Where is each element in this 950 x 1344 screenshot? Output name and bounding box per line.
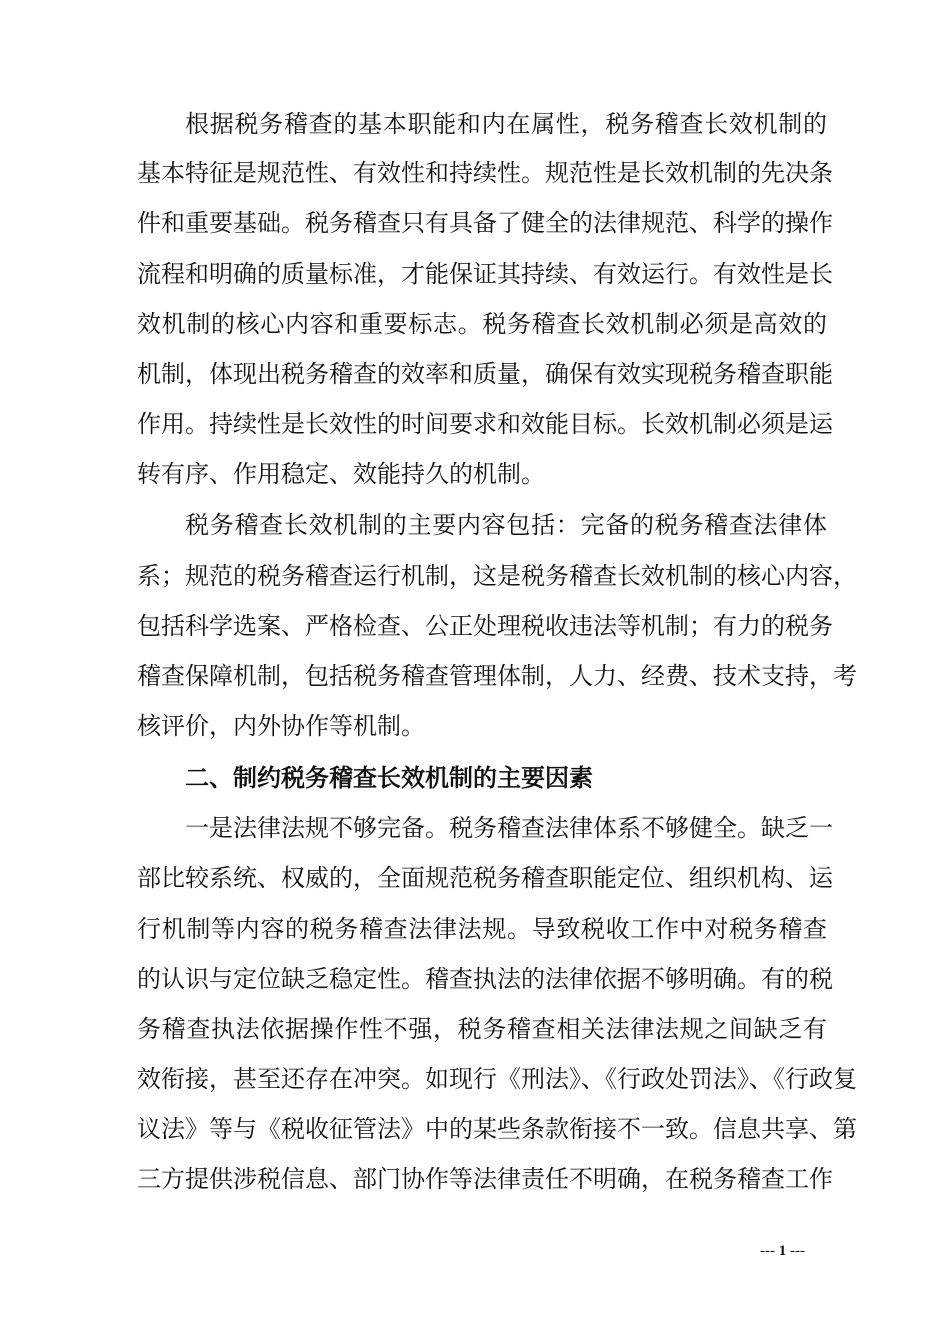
paragraph-line: 转有序、作用稳定、效能持久的机制。 bbox=[137, 460, 545, 488]
paragraph-line: 部比较系统、权威的，全面规范税务稽查职能定位、组织机构、运 bbox=[137, 864, 833, 892]
page-number-value: 1 bbox=[778, 1243, 787, 1259]
paragraph-line: 议法》等与《税收征管法》中的某些条款衔接不一致。信息共享、第 bbox=[137, 1115, 857, 1143]
page-number-prefix: --- bbox=[760, 1243, 779, 1259]
paragraph-line: 根据税务稽查的基本职能和内在属性，税务稽查长效机制的 bbox=[185, 110, 827, 138]
paragraph-line: 的认识与定位缺乏稳定性。稽查执法的法律依据不够明确。有的税 bbox=[137, 965, 833, 993]
paragraph-line: 稽查保障机制，包括税务稽查管理体制，人力、经费、技术支持，考 bbox=[137, 662, 857, 690]
section-heading: 二、制约税务稽查长效机制的主要因素 bbox=[185, 764, 593, 792]
page-number-suffix: --- bbox=[786, 1243, 805, 1259]
paragraph-line: 包括科学选案、严格检查、公正处理税收违法等机制；有力的税务 bbox=[137, 612, 833, 640]
paragraph-line: 流程和明确的质量标准，才能保证其持续、有效运行。有效性是长 bbox=[137, 260, 833, 288]
paragraph-line: 作用。持续性是长效性的时间要求和效能目标。长效机制必须是运 bbox=[137, 410, 833, 438]
paragraph-line: 核评价，内外协作等机制。 bbox=[137, 712, 425, 740]
paragraph-line: 系；规范的税务稽查运行机制，这是税务稽查长效机制的核心内容， bbox=[137, 562, 857, 590]
paragraph-line: 行机制等内容的税务稽查法律法规。导致税收工作中对税务稽查 bbox=[137, 915, 827, 943]
paragraph-line: 效衔接，甚至还存在冲突。如现行《刑法》、《行政处罚法》、《行政复 bbox=[137, 1065, 857, 1093]
paragraph-line: 税务稽查长效机制的主要内容包括：完备的税务稽查法律体 bbox=[185, 511, 827, 539]
paragraph-line: 件和重要基础。税务稽查只有具备了健全的法律规范、科学的操作 bbox=[137, 209, 833, 237]
page-number bbox=[760, 1242, 805, 1260]
paragraph-line: 一是法律法规不够完备。税务稽查法律体系不够健全。缺乏一 bbox=[185, 814, 833, 842]
paragraph-line: 效机制的核心内容和重要标志。税务稽查长效机制必须是高效的 bbox=[137, 310, 827, 338]
paragraph-line: 基本特征是规范性、有效性和持续性。规范性是长效机制的先决条 bbox=[137, 159, 833, 187]
paragraph-line: 三方提供涉税信息、部门协作等法律责任不明确，在税务稽查工作 bbox=[137, 1165, 833, 1193]
paragraph-line: 务稽查执法依据操作性不强，税务稽查相关法律法规之间缺乏有 bbox=[137, 1015, 827, 1043]
paragraph-line: 机制，体现出税务稽查的效率和质量，确保有效实现税务稽查职能 bbox=[137, 360, 833, 388]
